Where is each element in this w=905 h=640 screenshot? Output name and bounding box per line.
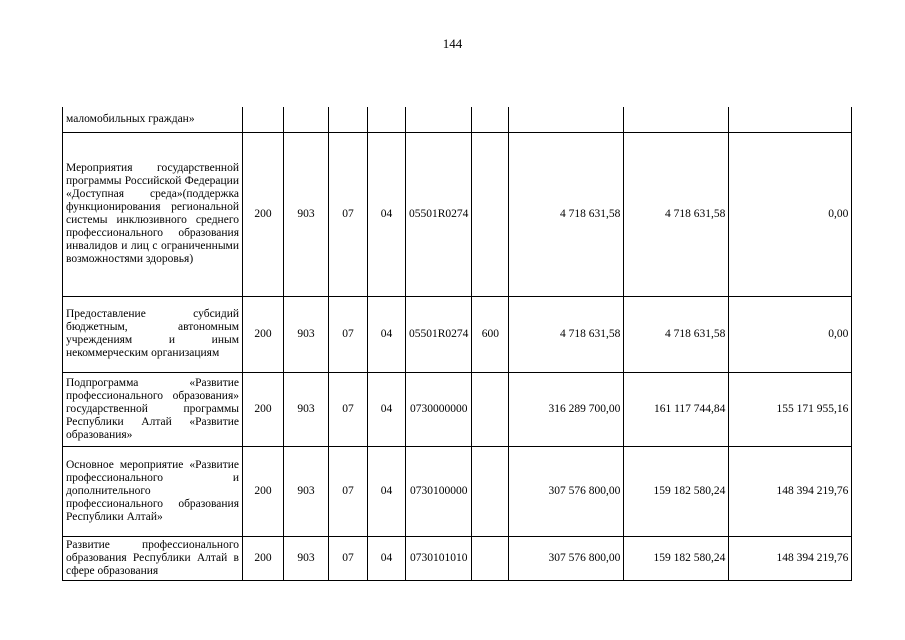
target-article-cell: 05501R0274: [406, 296, 472, 372]
expense-type-cell: [472, 132, 509, 296]
expense-type-cell: 600: [472, 296, 509, 372]
section-cell: [329, 107, 368, 132]
remainder-amount-cell: 0,00: [729, 296, 852, 372]
remainder-amount-cell: [729, 107, 852, 132]
table-row: [63, 107, 852, 132]
subsection-cell: 04: [368, 372, 406, 446]
target-article-cell: 0730000000: [406, 372, 472, 446]
remainder-amount-cell: 148 394 219,76: [729, 536, 852, 580]
plan-amount-cell: 307 576 800,00: [509, 536, 624, 580]
table-row: [63, 296, 852, 372]
row-name-cell: Предоставление субсидий бюджетным, автономным учреждениям и иным некоммерческим организациям: [63, 296, 243, 372]
table-row: [63, 372, 852, 446]
subsection-cell: 04: [368, 132, 406, 296]
section-cell: 07: [329, 132, 368, 296]
executed-amount-cell: 159 182 580,24: [624, 446, 729, 536]
row-name-cell: Основное мероприятие «Развитие профессионального и дополнительного профессионального образования Республики Алтай»: [63, 446, 243, 536]
grbs-cell: 200: [243, 536, 284, 580]
expense-type-cell: [472, 107, 509, 132]
ministry-code-cell: 903: [284, 446, 329, 536]
grbs-cell: 200: [243, 372, 284, 446]
target-article-cell: 05501R0274: [406, 132, 472, 296]
section-cell: 07: [329, 372, 368, 446]
target-article-cell: [406, 107, 472, 132]
subsection-cell: 04: [368, 536, 406, 580]
section-cell: 07: [329, 446, 368, 536]
expense-type-cell: [472, 536, 509, 580]
ministry-code-cell: 903: [284, 536, 329, 580]
executed-amount-cell: 4 718 631,58: [624, 296, 729, 372]
grbs-cell: 200: [243, 296, 284, 372]
plan-amount-cell: 307 576 800,00: [509, 446, 624, 536]
ministry-code-cell: [284, 107, 329, 132]
section-cell: 07: [329, 536, 368, 580]
executed-amount-cell: 4 718 631,58: [624, 132, 729, 296]
plan-amount-cell: 316 289 700,00: [509, 372, 624, 446]
plan-amount-cell: 4 718 631,58: [509, 132, 624, 296]
grbs-cell: [243, 107, 284, 132]
ministry-code-cell: 903: [284, 296, 329, 372]
table-row: [63, 132, 852, 296]
page-number: 144: [442, 36, 463, 51]
subsection-cell: 04: [368, 296, 406, 372]
row-name-cell: Мероприятия государственной программы Российской Федерации «Доступная среда»(поддержка функционирования региональной системы инклюзивного среднего профессионального образования инвалидов и лиц с ограниченными возможностями здоровья): [63, 132, 243, 296]
expense-type-cell: [472, 446, 509, 536]
ministry-code-cell: 903: [284, 372, 329, 446]
expense-type-cell: [472, 372, 509, 446]
ministry-code-cell: 903: [284, 132, 329, 296]
subsection-cell: 04: [368, 446, 406, 536]
section-cell: 07: [329, 296, 368, 372]
plan-amount-cell: [509, 107, 624, 132]
row-name-cell: маломобильных граждан»: [63, 107, 243, 132]
executed-amount-cell: 161 117 744,84: [624, 372, 729, 446]
executed-amount-cell: 159 182 580,24: [624, 536, 729, 580]
plan-amount-cell: 4 718 631,58: [509, 296, 624, 372]
remainder-amount-cell: 148 394 219,76: [729, 446, 852, 536]
grbs-cell: 200: [243, 132, 284, 296]
table-row: [63, 536, 852, 580]
remainder-amount-cell: 0,00: [729, 132, 852, 296]
target-article-cell: 0730100000: [406, 446, 472, 536]
table-row: [63, 446, 852, 536]
grbs-cell: 200: [243, 446, 284, 536]
executed-amount-cell: [624, 107, 729, 132]
budget-table: [62, 107, 852, 581]
row-name-cell: Подпрограмма «Развитие профессионального образования» государственной программы Республики Алтай «Развитие образования»: [63, 372, 243, 446]
remainder-amount-cell: 155 171 955,16: [729, 372, 852, 446]
target-article-cell: 0730101010: [406, 536, 472, 580]
row-name-cell: Развитие профессионального образования Республики Алтай в сфере образования: [63, 536, 243, 580]
subsection-cell: [368, 107, 406, 132]
